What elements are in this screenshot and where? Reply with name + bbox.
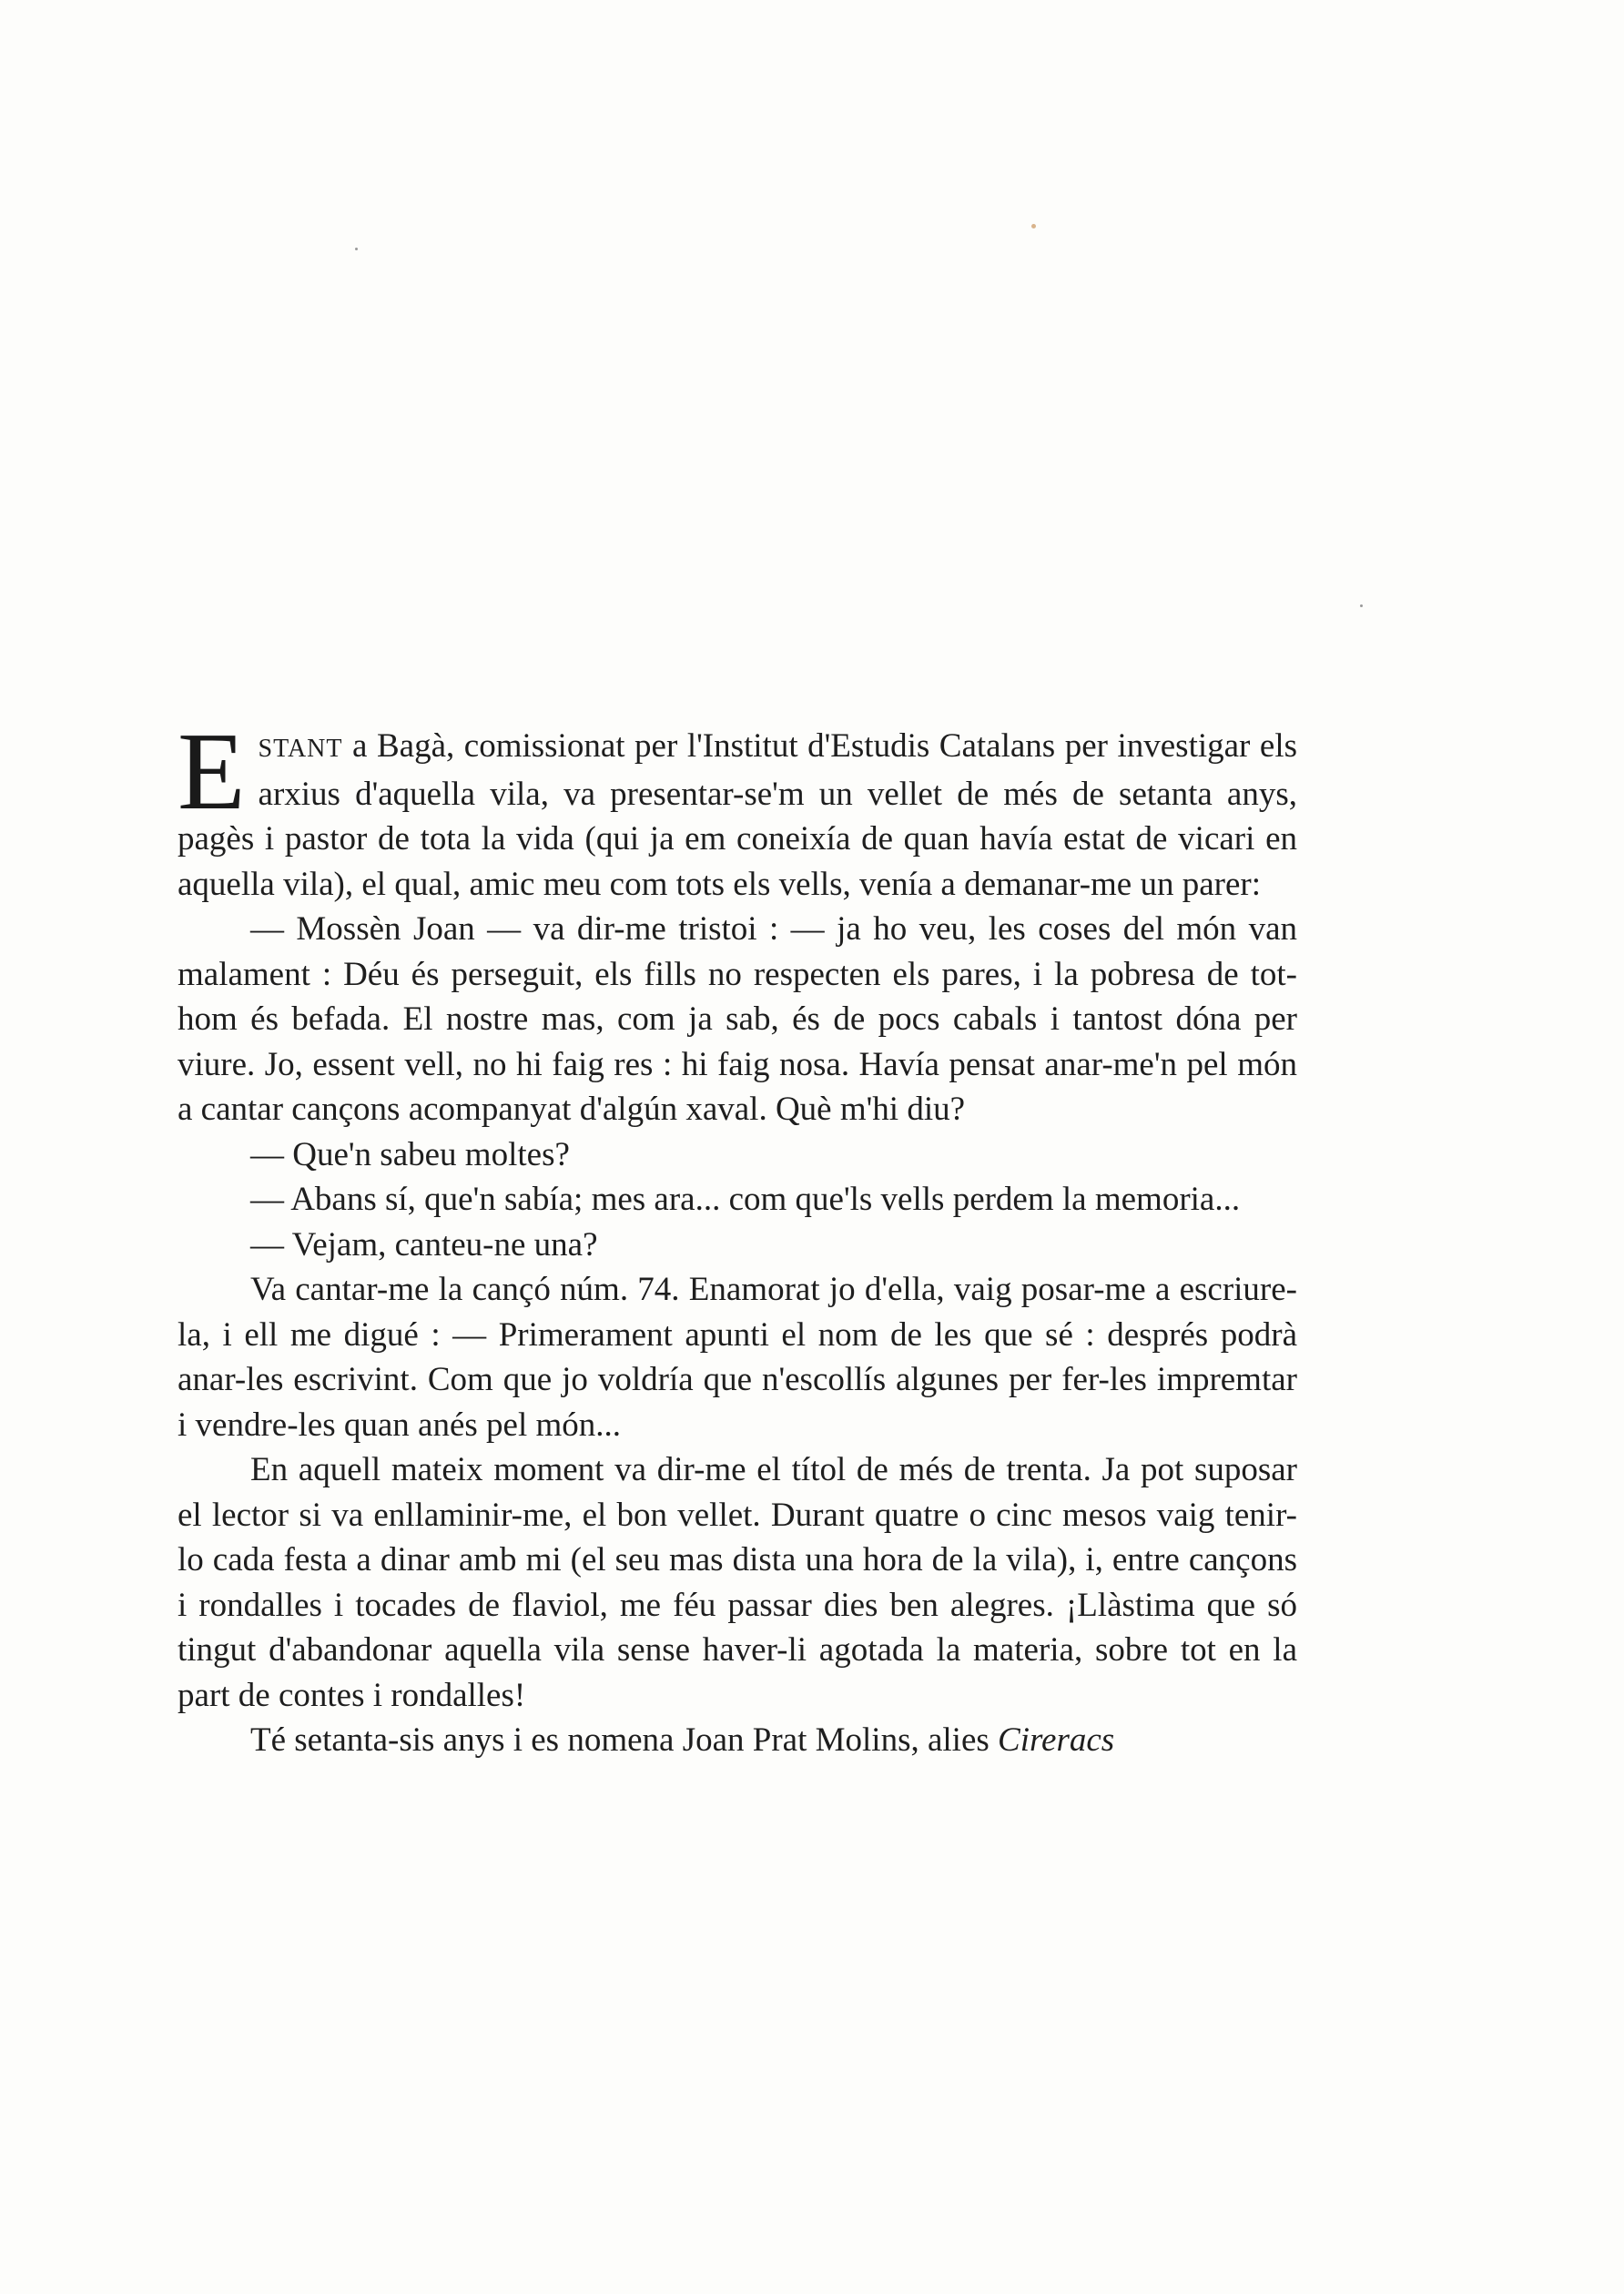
paragraph-4: — Abans sí, que'n sabía; mes ara... com que'ls vells perdem la memoria...: [250, 1181, 1241, 1218]
italic-nickname: Cireracs: [998, 1721, 1115, 1759]
paragraph-2: — Mossèn Joan — va dir-me tristoi : — ja ho veu, les coses del món van malament : Déu és perseguit, els fills no respecten els pares, i la pobresa de tot-hom és befada. El nostre mas, com ja sab, és de pocs cabals i tantost dóna per viure. Jo, essent vell, no hi faig res : hi faig nosa. Havía pensat anar-me'n pel món a cantar cançons acompanyat d'algún xaval. Què m'hi diu?: [178, 910, 1297, 1128]
paragraph-1-text: a Bagà, comissionat per l'Institut d'Estudis Catalans per investigar els arxius d'aquella vila, va presentar-se'm un vellet de més de setanta anys, pagès i pastor de tota la vida (qui ja em coneixía de quan havía estat de vicari en aquella vila), el qual, amic meu com tots els vells, venía a demanar-me un parer:: [178, 727, 1297, 903]
paragraph-1: [178, 710, 1297, 907]
paragraph-8-text: Té setanta-sis anys i es nomena Joan Prat Molins, alies: [250, 1721, 999, 1759]
paragraph-6: Va cantar-me la cançó núm. 74. Enamorat jo d'ella, vaig posar-me a escriure-la, i ell me digué : — Primerament apunti el nom de les que sé : després podrà anar-les escrivint. Com que jo voldría que n'escollís algunes per fer-les impremtar i vendre-les quan anés pel món...: [178, 1271, 1297, 1444]
paragraph-8: [178, 1718, 1297, 1763]
paragraph-3: — Que'n sabeu moltes?: [250, 1135, 570, 1173]
drop-cap: E: [178, 710, 246, 833]
paper-speck: [355, 248, 358, 250]
paper-speck: [1360, 604, 1363, 607]
small-caps-opening: STANT: [258, 735, 343, 763]
paper-speck: [1031, 224, 1036, 228]
paragraph-7: En aquell mateix moment va dir-me el títol de més de trenta. Ja pot suposar el lector si va enllaminir-me, el bon vellet. Durant quatre o cinc mesos vaig tenir-lo cada festa a dinar amb mi (el seu mas dista una hora de la vila), i, entre cançons i rondalles i tocades de flaviol, me féu passar dies ben alegres. ¡Llàstima que só tingut d'abandonar aquella vila sense haver-li agotada la materia, sobre tot en la part de contes i rondalles!: [178, 1451, 1297, 1714]
paragraph-5: — Vejam, canteu-ne una?: [250, 1225, 598, 1264]
body-text: [178, 710, 1297, 1763]
